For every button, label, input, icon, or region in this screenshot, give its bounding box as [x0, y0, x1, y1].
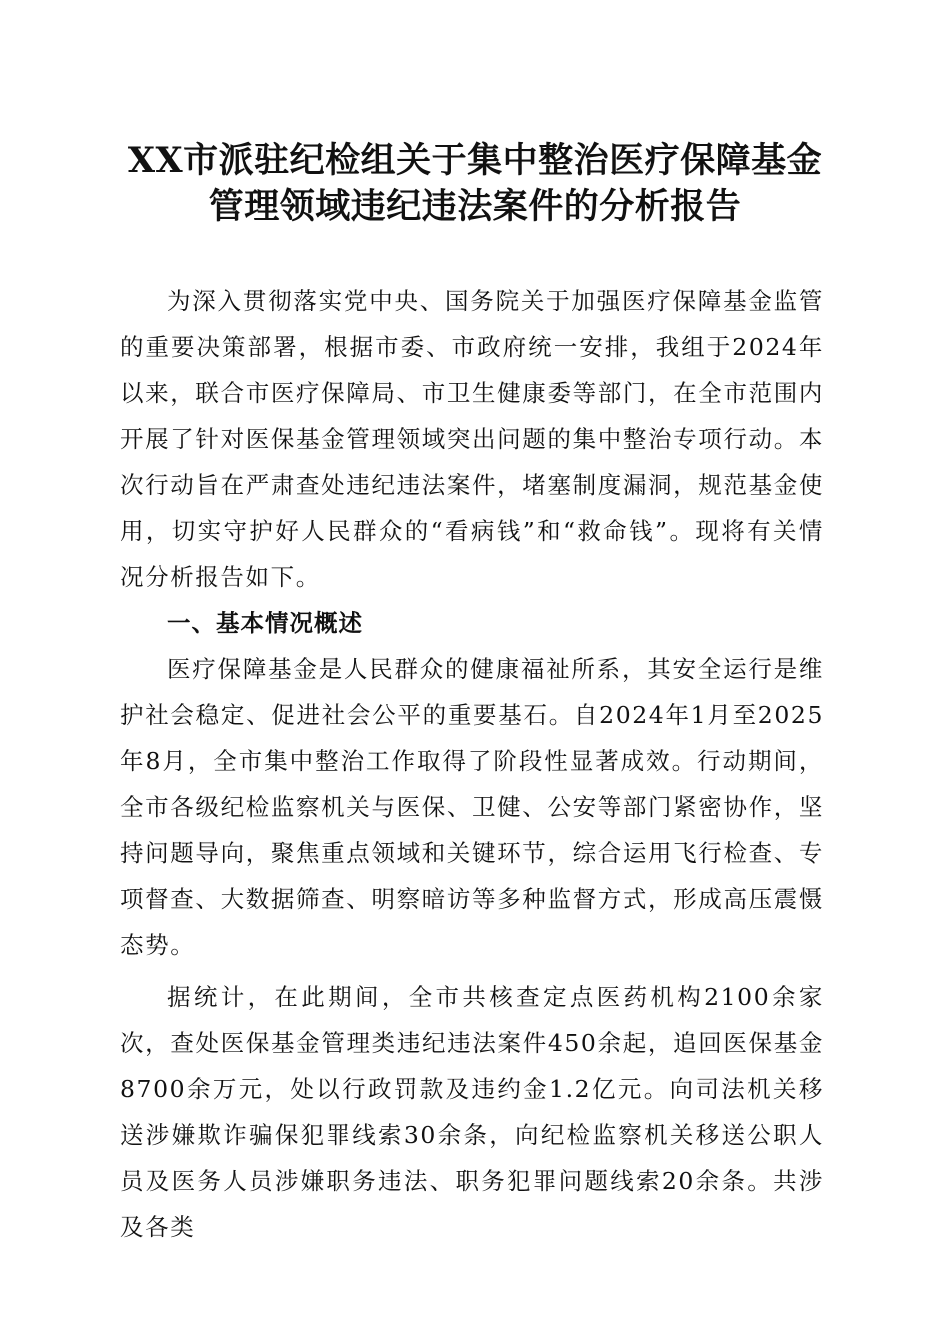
- document-title-line-1: XX市派驻纪检组关于集中整治医疗保障基金: [127, 140, 823, 181]
- document-title-line-2: 管理领域违纪违法案件的分析报告: [208, 186, 742, 227]
- body-paragraph-2: 据统计，在此期间，全市共核查定点医药机构2100余家次，查处医保基金管理类违纪违法案件450余起，追回医保基金8700余万元，处以行政罚款及违约金1.2亿元。向司法机关移送涉嫌欺诈骗保犯罪线索30余条，向纪检监察机关移送公职人员及医务人员涉嫌职务违法、职务犯罪问题线索20余条。共涉及各类: [120, 983, 824, 1241]
- document-body: [120, 278, 824, 1250]
- intro-paragraph: 为深入贯彻落实党中央、国务院关于加强医疗保障基金监管的重要决策部署，根据市委、市政府统一安排，我组于2024年以来，联合市医疗保障局、市卫生健康委等部门，在全市范围内开展了针对医保基金管理领域突出问题的集中整治专项行动。本次行动旨在严肃查处违纪违法案件，堵塞制度漏洞，规范基金使用，切实守护好人民群众的“看病钱”和“救命钱”。现将有关情况分析报告如下。: [120, 287, 824, 591]
- body-paragraph-1: 医疗保障基金是人民群众的健康福祉所系，其安全运行是维护社会稳定、促进社会公平的重要基石。自2024年1月至2025年8月，全市集中整治工作取得了阶段性显著成效。行动期间，全市各级纪检监察机关与医保、卫健、公安等部门紧密协作，坚持问题导向，聚焦重点领域和关键环节，综合运用飞行检查、专项督查、大数据筛查、明察暗访等多种监督方式，形成高压震慑态势。: [120, 655, 824, 959]
- section-heading-1: 一、基本情况概述: [167, 609, 363, 637]
- document-title: [118, 138, 832, 230]
